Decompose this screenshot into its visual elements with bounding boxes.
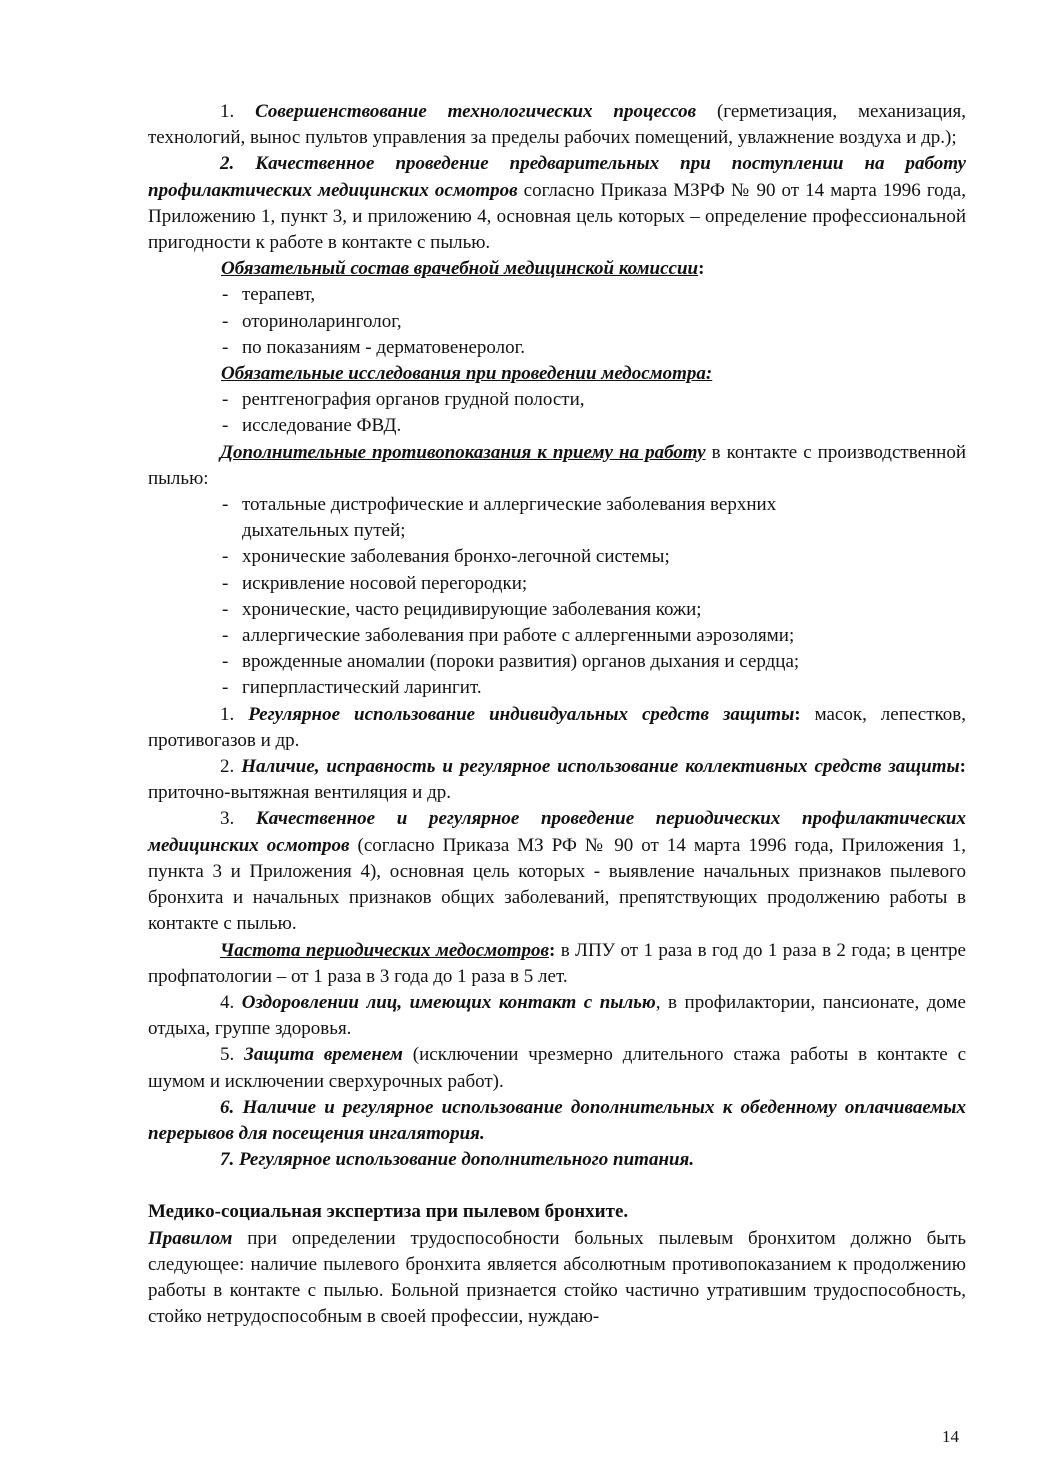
measure-2-title: 2. Качественное проведение предварительных при поступлении на работу профилактических медицинских осмотров xyxy=(148,153,966,201)
contraindications-title: Дополнительные противопоказания к приему на работу xyxy=(220,441,706,463)
measure-ppe-paragraph xyxy=(148,702,966,754)
list-item: - аллергические заболевания при работе с аллергенными аэрозолями; xyxy=(222,623,966,649)
research-title: Обязательные исследования при проведении медосмотра: xyxy=(221,363,713,385)
measure-collective-colon: : xyxy=(959,756,966,778)
commission-title: Обязательный состав врачебной медицинской комиссии xyxy=(221,258,699,280)
frequency-title: Частота периодических медосмотров xyxy=(220,939,549,961)
measure-6-paragraph: 6. Наличие и регулярное использование дополнительных к обеденному оплачиваемых перерывов для посещения ингалятория. xyxy=(148,1096,966,1144)
research-heading xyxy=(148,361,966,387)
measure-1-number: 1. xyxy=(220,101,256,122)
frequency-paragraph xyxy=(148,938,966,990)
measure-1-paragraph xyxy=(148,99,966,151)
contraindications-list xyxy=(148,492,966,702)
measure-health-paragraph xyxy=(148,990,966,1042)
measure-ppe-title: Регулярное использование индивидуальных средств защиты xyxy=(248,703,795,725)
final-text: при определении трудоспособности больных пылевым бронхитом должно быть следующее: наличие пылевого бронхита является абсолютным противопоказанием к продолжению работы в контакте с пылью. Больной признается стойко частично утратившим трудоспособность, стойко нетрудоспособным в своей профессии, нуждаю- xyxy=(148,1227,966,1328)
measure-2-paragraph xyxy=(148,151,966,256)
frequency-colon: : xyxy=(548,939,556,961)
measure-health-text: , в профилактории, пансионате, доме отдыха, группе здоровья. xyxy=(148,991,966,1040)
measure-collective-number: 2. xyxy=(220,756,242,778)
research-list xyxy=(148,387,966,439)
final-title: Правилом xyxy=(148,1227,233,1249)
commission-heading xyxy=(148,256,966,282)
commission-list xyxy=(148,282,966,361)
list-item: - терапевт, xyxy=(222,282,966,308)
measure-collective-title: Наличие, исправность и регулярное использование коллективных средств защиты xyxy=(241,756,960,778)
contraindications-paragraph xyxy=(148,440,966,492)
list-item: - исследование ФВД. xyxy=(222,413,966,439)
body-text xyxy=(148,99,966,1330)
list-item: - гиперпластический ларингит. xyxy=(222,675,966,701)
measure-collective-paragraph xyxy=(148,754,966,806)
final-paragraph xyxy=(148,1226,966,1331)
list-item: - врожденные аномалии (пороки развития) органов дыхания и сердца; xyxy=(222,649,966,675)
measure-1-text: (герметизация, механизация, технологий, вынос пультов управления за пределы рабочих помещений, увлажнение воздуха и др.); xyxy=(148,101,967,149)
measure-ppe-colon: : xyxy=(794,703,801,725)
measure-ppe-number: 1. xyxy=(220,703,249,725)
measure-health-number: 4. xyxy=(220,991,242,1013)
contraindications-text: в контакте с производственной пылью: xyxy=(148,441,967,489)
section-heading: Медико-социальная экспертиза при пылевом бронхите. xyxy=(148,1201,629,1223)
page-number: 14 xyxy=(942,1427,959,1446)
measure-periodic-text: (согласно Приказа МЗ РФ № 90 от 14 марта 1996 года, Приложения 1, пункта 3 и Приложения 4), основная цель которых - выявление начальных признаков пылевого бронхита и начальных признаков общих заболеваний, препятствующих продолжению работы в контакте с пылью. xyxy=(148,834,967,935)
section-spacer xyxy=(148,1173,966,1199)
list-item: - хронические, часто рецидивирующие заболевания кожи; xyxy=(222,597,966,623)
measure-time-text: (исключении чрезмерно длительного стажа работы в контакте с шумом и исключении сверхурочных работ). xyxy=(148,1044,966,1092)
list-item: - искривление носовой перегородки; xyxy=(222,571,966,597)
list-item: - оториноларинголог, xyxy=(222,309,966,335)
measure-time-paragraph xyxy=(148,1042,966,1094)
measure-periodic-number: 3. xyxy=(220,808,256,830)
measure-periodic-title: Качественное и регулярное проведение периодических профилактических медицинских осмотров xyxy=(148,808,967,856)
list-item: - рентгенография органов грудной полости, xyxy=(222,387,966,413)
commission-colon: : xyxy=(698,258,705,280)
list-item: - по показаниям - дерматовенеролог. xyxy=(222,335,966,361)
list-item: - тотальные дистрофические и аллергические заболевания верхних дыхательных путей; xyxy=(222,492,966,544)
measure-ppe-text: масок, лепестков, противогазов и др. xyxy=(148,703,967,751)
measure-7-paragraph: 7. Регулярное использование дополнительного питания. xyxy=(220,1149,695,1171)
measure-1-title: Совершенствование технологических процессов xyxy=(255,101,697,122)
measure-2-text: согласно Приказа МЗРФ № 90 от 14 марта 1996 года, Приложению 1, пункт 3, и приложению 4, основная цель которых – определение профессиональной пригодности к работе в контакте с пылью. xyxy=(148,179,966,254)
measure-health-title: Оздоровлении лиц, имеющих контакт с пылью xyxy=(241,991,656,1013)
list-item: - хронические заболевания бронхо-легочной системы; xyxy=(222,544,966,570)
measure-time-title: Защита временем xyxy=(244,1044,403,1066)
measure-time-number: 5. xyxy=(220,1044,245,1066)
measure-collective-text: приточно-вытяжная вентиляция и др. xyxy=(148,782,452,804)
frequency-text: в ЛПУ от 1 раза в год до 1 раза в 2 года; в центре профпатологии – от 1 раза в 3 года до 1 раза в 5 лет. xyxy=(148,939,966,987)
measure-periodic-paragraph xyxy=(148,806,966,937)
